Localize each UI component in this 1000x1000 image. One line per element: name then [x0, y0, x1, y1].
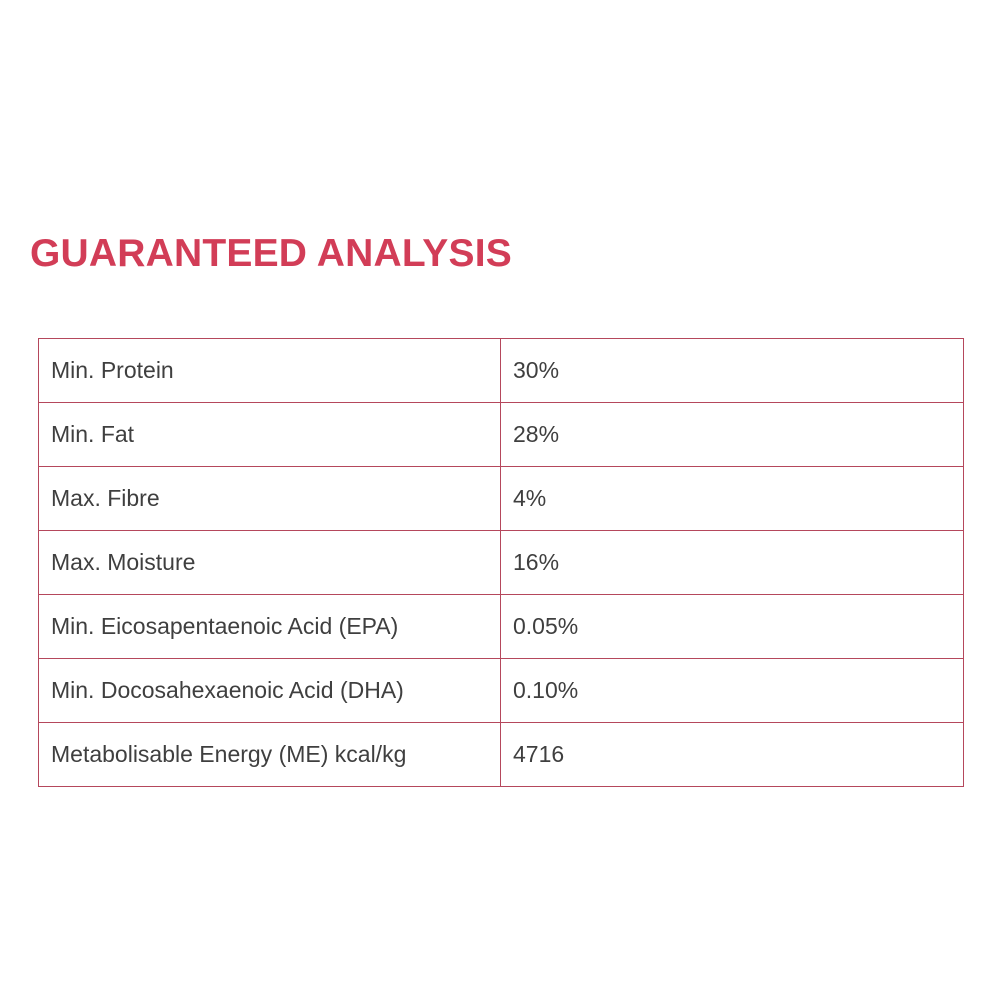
nutrient-label: Min. Fat: [39, 403, 501, 467]
nutrient-label: Min. Docosahexaenoic Acid (DHA): [39, 659, 501, 723]
table-row: [39, 723, 964, 787]
nutrient-label: Max. Fibre: [39, 467, 501, 531]
analysis-table: [38, 338, 964, 787]
nutrient-value: 4%: [501, 467, 964, 531]
nutrient-label: Metabolisable Energy (ME) kcal/kg: [39, 723, 501, 787]
nutrient-value: 28%: [501, 403, 964, 467]
nutrient-value: 30%: [501, 339, 964, 403]
table-row: [39, 595, 964, 659]
page-title: GUARANTEED ANALYSIS: [30, 232, 512, 275]
table-row: [39, 659, 964, 723]
nutrient-value: 0.10%: [501, 659, 964, 723]
nutrient-value: 16%: [501, 531, 964, 595]
nutrient-value: 4716: [501, 723, 964, 787]
nutrient-label: Min. Eicosapentaenoic Acid (EPA): [39, 595, 501, 659]
table-row: [39, 339, 964, 403]
nutrient-value: 0.05%: [501, 595, 964, 659]
table-row: [39, 467, 964, 531]
nutrient-label: Max. Moisture: [39, 531, 501, 595]
nutrient-label: Min. Protein: [39, 339, 501, 403]
table-row: [39, 403, 964, 467]
table-row: [39, 531, 964, 595]
